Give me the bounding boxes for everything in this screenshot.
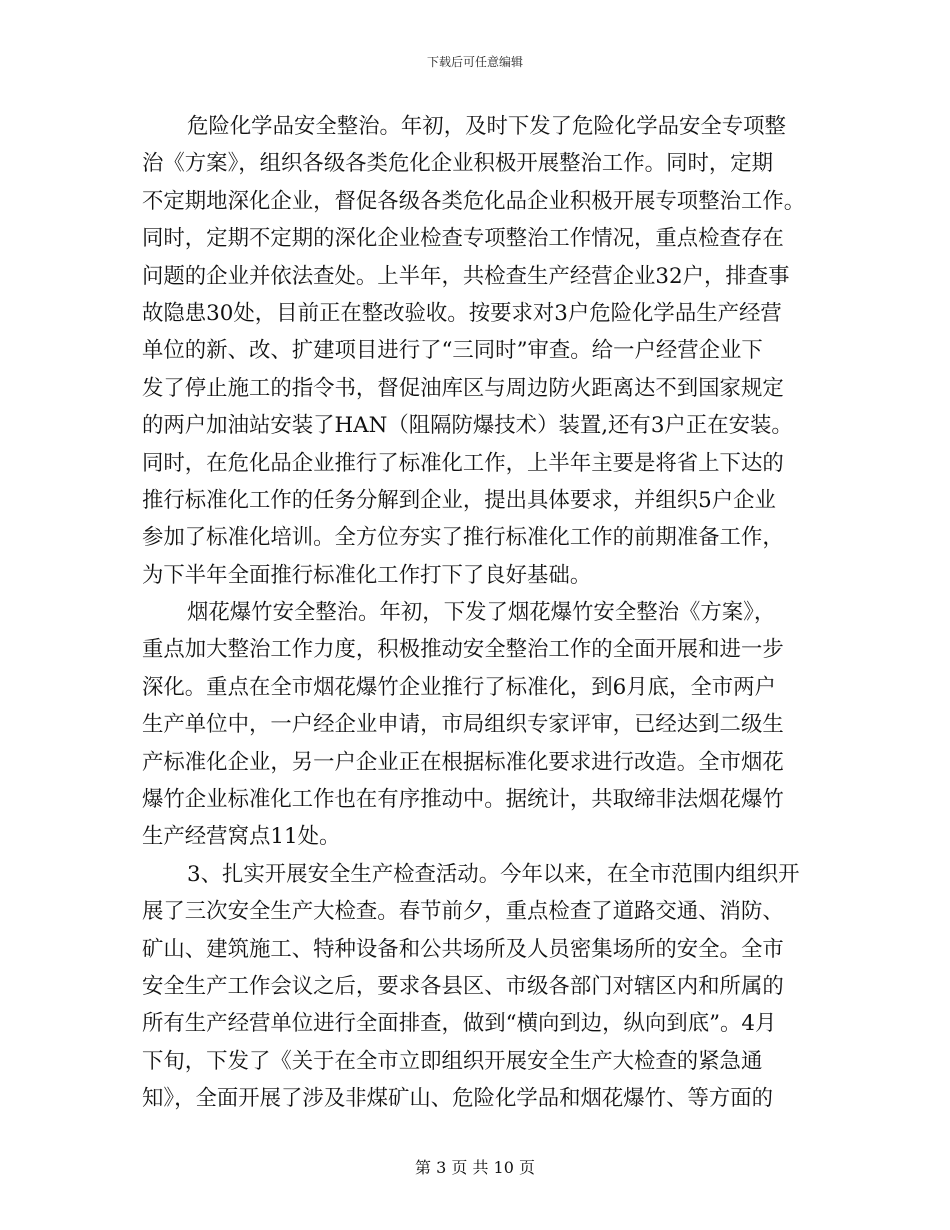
- text-line: 故隐患30处，目前正在整改验收。按要求对3户危险化学品生产经营: [142, 300, 782, 326]
- text-line: 不定期地深化企业，督促各级各类危化品企业积极开展专项整治工作。: [142, 188, 806, 214]
- text-line: 展了三次安全生产大检查。春节前夕，重点检查了道路交通、消防、: [142, 899, 784, 925]
- text-line: 生产经营窝点11处。: [142, 824, 341, 850]
- page-header: 下载后可任意编辑: [426, 55, 523, 69]
- text-line: 危险化学品安全整治。年初，及时下发了危险化学品安全专项整: [187, 114, 786, 139]
- text-line: 治《方案》，组织各级各类危化企业积极开展整治工作。同时，定期: [142, 151, 774, 177]
- text-line: 推行标准化工作的任务分解到企业，提出具体要求，并组织5户企业: [142, 487, 776, 513]
- text-line: 生产单位中，一户经企业申请，市局组织专家评审，已经达到二级生: [142, 712, 784, 738]
- text-line: 为下半年全面推行标准化工作打下了良好基础。: [142, 562, 592, 588]
- paragraph: [142, 108, 808, 594]
- text-line: 爆竹企业标准化工作也在有序推动中。据统计，共取缔非法烟花爆竹: [142, 787, 784, 813]
- text-line: 同时，定期不定期的深化企业检查专项整治工作情况，重点检查存在: [142, 226, 784, 252]
- text-line: 问题的企业并依法查处。上半年，共检查生产经营企业32户，排查事: [142, 263, 790, 289]
- text-line: 矿山、建筑施工、特种设备和公共场所及人员密集场所的安全。全市: [142, 936, 784, 962]
- text-line: 3、扎实开展安全生产检查活动。今年以来，在全市范围内组织开: [187, 861, 800, 887]
- text-line: 发了停止施工的指令书，督促油库区与周边防火距离达不到国家规定: [142, 375, 784, 401]
- text-line: 同时，在危化品企业推行了标准化工作，上半年主要是将省上下达的: [142, 450, 784, 476]
- text-line: 的两户加油站安装了HAN（阻隔防爆技术）装置,还有3户正在安装。: [142, 413, 793, 439]
- page-footer: 第 3 页 共 10 页: [415, 1158, 535, 1177]
- text-line: 产标准化企业，另一户企业正在根据标准化要求进行改造。全市烟花: [142, 749, 784, 775]
- text-line: 知》，全面开展了涉及非煤矿山、危险化学品和烟花爆竹、等方面的: [142, 1086, 774, 1112]
- text-line: 烟花爆竹安全整治。年初，下发了烟花爆竹安全整治《方案》，: [187, 600, 776, 626]
- paragraph: [142, 856, 808, 1118]
- text-line: 单位的新、改、扩建项目进行了“三同时”审查。给一户经营企业下: [142, 338, 763, 364]
- text-line: 重点加大整治工作力度，积极推动安全整治工作的全面开展和进一步: [142, 637, 784, 663]
- text-line: 下旬，下发了《关于在全市立即组织开展安全生产大检查的紧急通: [142, 1048, 763, 1074]
- text-line: 所有生产经营单位进行全面排查，做到“横向到边，纵向到底”。4月: [142, 1011, 777, 1037]
- text-line: 深化。重点在全市烟花爆竹企业推行了标准化，到6月底，全市两户: [142, 674, 776, 700]
- text-line: 参加了标准化培训。全方位夯实了推行标准化工作的前期准备工作，: [142, 525, 784, 551]
- paragraph: [142, 594, 808, 856]
- document-body: [142, 108, 808, 1118]
- text-line: 安全生产工作会议之后，要求各县区、市级各部门对辖区内和所属的: [142, 973, 784, 999]
